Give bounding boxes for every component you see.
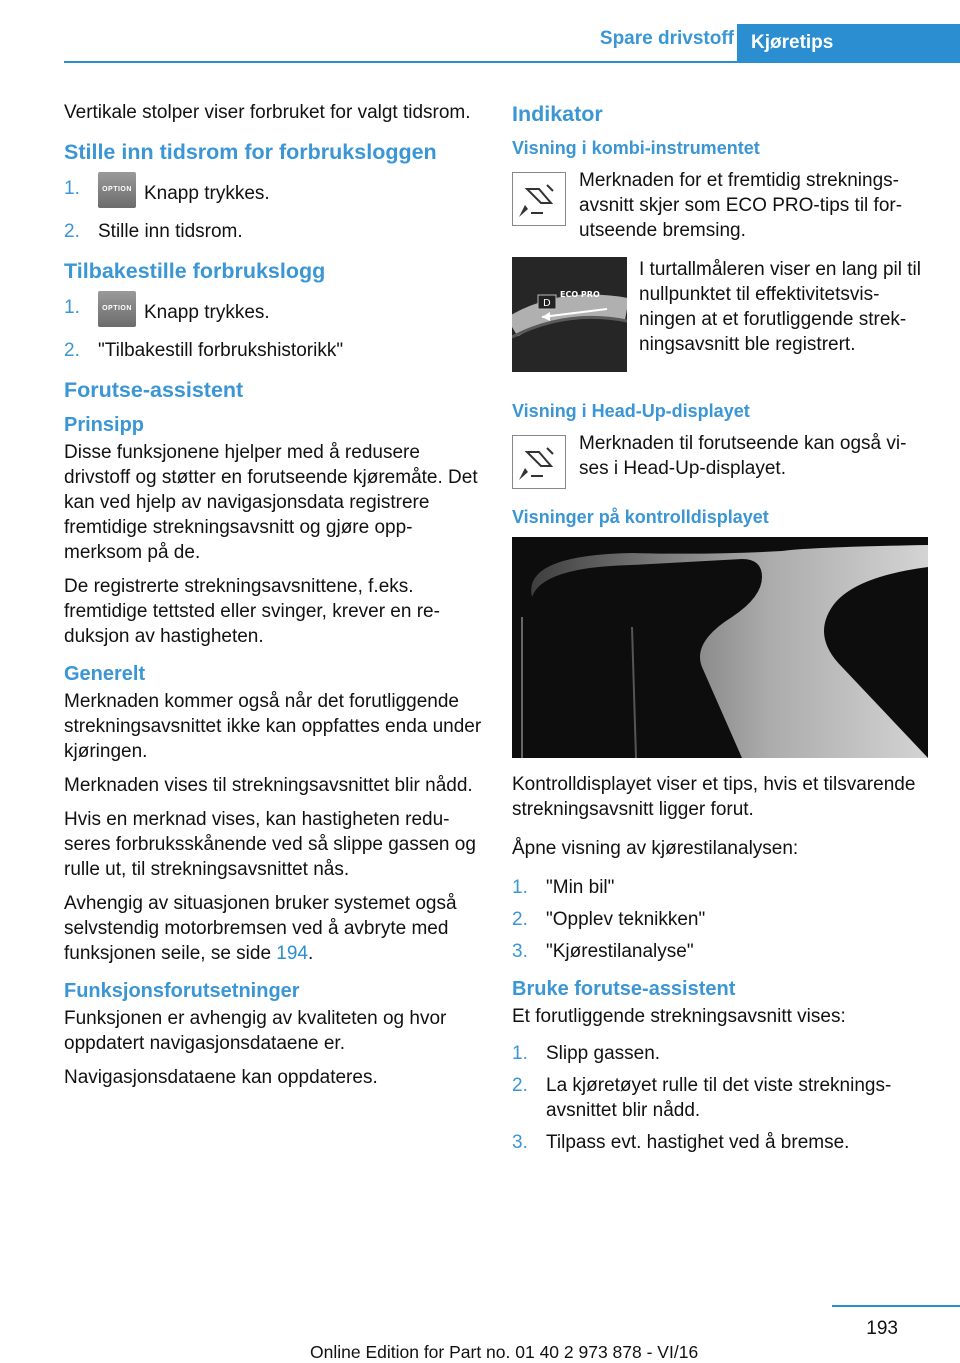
step-number: 2. bbox=[64, 221, 80, 242]
step-text: "Kjørestilanalyse" bbox=[546, 941, 694, 962]
general-paragraph-2: Merknaden vises til strekningsavsnittet blir nådd. bbox=[64, 775, 473, 796]
intro-paragraph: Vertikale stolper viser forbruket for valgt tidsrom. bbox=[64, 102, 471, 123]
control-heading: Visninger på kontrolldisplayet bbox=[512, 507, 769, 527]
list-item bbox=[64, 176, 484, 212]
requirements-paragraph-2: Navigasjonsdataene kan oppdateres. bbox=[64, 1067, 378, 1088]
page-number: 193 bbox=[866, 1318, 898, 1339]
step-text: "Opplev teknikken" bbox=[546, 909, 706, 930]
control-steps bbox=[512, 875, 928, 964]
assistant-heading: Forutse-assistent bbox=[64, 378, 244, 402]
option-button-icon: OPTION bbox=[98, 172, 136, 208]
right-column bbox=[512, 100, 928, 1162]
step-text: Slipp gassen. bbox=[546, 1043, 661, 1064]
left-column bbox=[64, 100, 484, 1099]
list-item bbox=[512, 1073, 928, 1123]
step-number: 1. bbox=[512, 877, 528, 898]
set-period-steps bbox=[64, 176, 484, 244]
use-heading: Bruke forutse-assistent bbox=[512, 978, 736, 1000]
footer-rule bbox=[832, 1305, 960, 1307]
list-item bbox=[64, 219, 484, 244]
step-text: "Tilbakestill forbrukshistorikk" bbox=[98, 340, 344, 361]
step-number: 1. bbox=[64, 297, 80, 318]
step-text: Knapp trykkes. bbox=[144, 183, 270, 205]
general-paragraph-3: Hvis en merknad vises, kan hastigheten reduseres forbruksskånende ved så slippe gassen og rulle ut, til strekningsavsnittet nås. bbox=[64, 809, 476, 880]
step-text: Stille inn tidsrom. bbox=[98, 221, 243, 242]
general-paragraph-4: Avhengig av situasjonen bruker systemet også selvstendig motorbremsen ved å avbryte med funksjonen seile, se side 194. bbox=[64, 893, 457, 964]
list-item bbox=[512, 1130, 928, 1155]
step-number: 2. bbox=[512, 909, 528, 930]
road-bend-icon bbox=[512, 435, 566, 489]
header-section-tab[interactable]: Spare drivstoff bbox=[599, 28, 734, 49]
hud-heading: Visning i Head-Up-displayet bbox=[512, 401, 750, 421]
kombi-text-2: I turtallmåleren viser en lang pil til nullpunktet til effektivitetsvisningen at et forutliggende strekningsavsnitt ble registrert. bbox=[639, 259, 921, 355]
list-item bbox=[512, 875, 928, 900]
step-text: "Min bil" bbox=[546, 877, 615, 898]
list-item bbox=[64, 338, 484, 363]
list-item bbox=[512, 939, 928, 964]
header-chapter-tab[interactable]: Kjøretips bbox=[737, 24, 960, 61]
list-item bbox=[512, 1041, 928, 1066]
hud-tip-row bbox=[512, 431, 928, 487]
step-number: 1. bbox=[64, 178, 80, 199]
road-bend-icon bbox=[512, 172, 566, 226]
eco-pro-label: ECO PRO bbox=[560, 290, 600, 299]
principle-paragraph-1: Disse funksjonene hjelper med å redusere drivstoff og støtter en forutseende kjøremåte. Det kan ved hjelp av navigasjonsdata registrere fremtidige strekningsavsnitt og gjøre oppmerksom på de. bbox=[64, 442, 478, 563]
tachometer-image bbox=[512, 257, 627, 372]
step-number: 1. bbox=[512, 1043, 528, 1064]
list-item bbox=[512, 907, 928, 932]
edition-text: Online Edition for Part no. 01 40 2 973 878 - VI/16 bbox=[310, 1342, 699, 1362]
kombi-text-1: Merknaden for et fremtidig strekningsavsnitt skjer som ECO PRO-tips til forutseende bremsing. bbox=[579, 170, 903, 241]
principle-heading: Prinsipp bbox=[64, 414, 145, 436]
requirements-paragraph-1: Funksjonen er avhengig av kvaliteten og hvor oppdatert navigasjonsdataene er. bbox=[64, 1008, 447, 1054]
header-rule bbox=[64, 61, 960, 63]
kombi-gauge-row bbox=[512, 257, 928, 375]
control-caption: Kontrolldisplayet viser et tips, hvis et tilsvarende strekningsavsnitt ligger forut. bbox=[512, 774, 916, 820]
gear-indicator: D bbox=[543, 298, 551, 309]
step-text: La kjøretøyet rulle til det viste strekningsavsnittet blir nådd. bbox=[546, 1075, 892, 1121]
step-number: 2. bbox=[64, 340, 80, 361]
set-period-heading: Stille inn tidsrom for forbruksloggen bbox=[64, 140, 437, 164]
general-paragraph-1: Merknaden kommer også når det forutliggende strekningsavsnittet ikke kan oppfattes enda under kjøringen. bbox=[64, 691, 482, 762]
option-button-icon: OPTION bbox=[98, 291, 136, 327]
list-item bbox=[64, 295, 484, 331]
page-link[interactable]: 194 bbox=[276, 943, 308, 964]
kombi-heading: Visning i kombi-instrumentet bbox=[512, 138, 760, 158]
use-intro: Et forutliggende strekningsavsnitt vises: bbox=[512, 1006, 846, 1027]
control-open-text: Åpne visning av kjørestilanalysen: bbox=[512, 838, 799, 859]
reset-heading: Tilbakestille forbrukslogg bbox=[64, 259, 326, 283]
use-steps bbox=[512, 1041, 928, 1155]
general-heading: Generelt bbox=[64, 663, 146, 685]
step-text: Knapp trykkes. bbox=[144, 302, 270, 324]
step-number: 2. bbox=[512, 1075, 528, 1096]
road-curve-image bbox=[512, 537, 928, 758]
principle-paragraph-2: De registrerte strekningsavsnittene, f.eks. fremtidige tettsted eller svinger, krever en reduksjon av hastigheten. bbox=[64, 576, 440, 647]
step-text: Tilpass evt. hastighet ved å bremse. bbox=[546, 1132, 850, 1153]
requirements-heading: Funksjonsforutsetninger bbox=[64, 980, 300, 1002]
step-number: 3. bbox=[512, 941, 528, 962]
step-number: 3. bbox=[512, 1132, 528, 1153]
indicator-heading: Indikator bbox=[512, 102, 603, 126]
reset-steps bbox=[64, 295, 484, 363]
kombi-tip-row bbox=[512, 168, 928, 243]
hud-text: Merknaden til forutseende kan også vises i Head-Up-displayet. bbox=[579, 433, 907, 479]
